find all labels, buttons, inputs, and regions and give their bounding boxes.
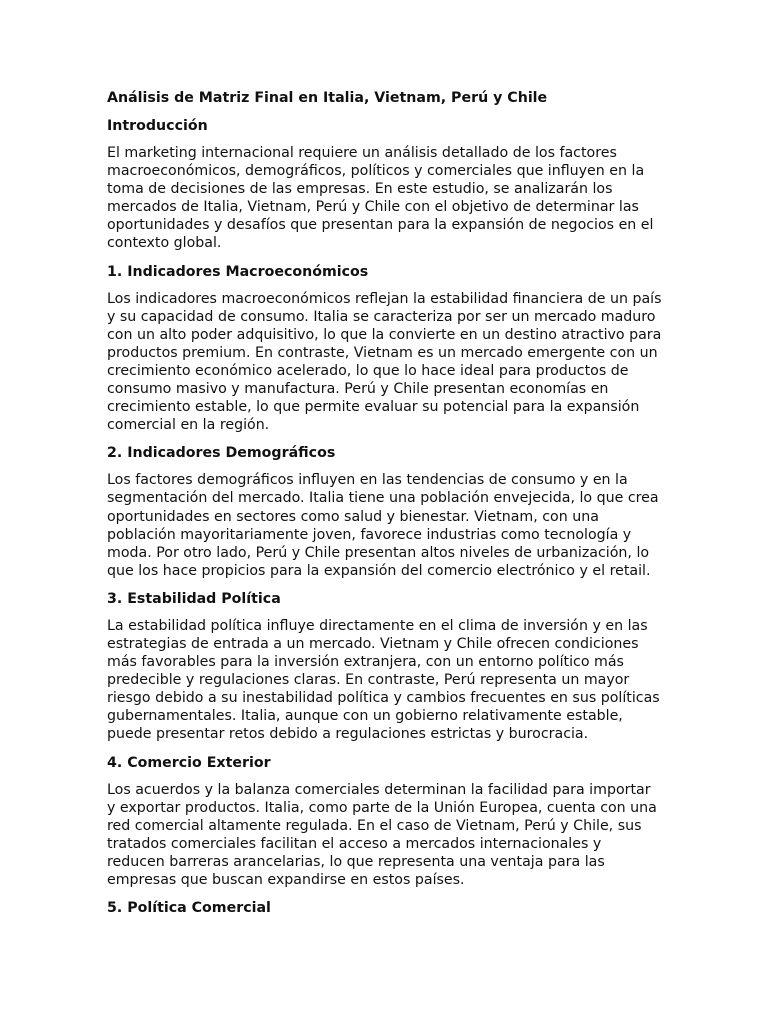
section-paragraph: Los acuerdos y la balanza comerciales determinan la facilidad para importar y exportar productos. Italia, como parte de la Unión Europea, cuenta con una red comercial altamente regulada. En el caso de Vietnam, Perú y Chile, sus tratados comerciales facilitan el acceso a mercados internacionales y reducen barreras arancelarias, lo que representa una ventaja para las empresas que buscan expandirse en estos países.: [107, 781, 657, 888]
section-estabilidad-politica: [107, 589, 663, 744]
section-paragraph: Los factores demográficos influyen en las tendencias de consumo y en la segmentación del mercado. Italia tiene una población envejecida, lo que crea oportunidades en sectores como salud y bienestar. Vietnam, con una población mayoritariamente joven, favorece industrias como tecnología y moda. Por otro lado, Perú y Chile presentan altos niveles de urbanización, lo que los hace propicios para la expansión del comercio electrónico y el retail.: [107, 472, 659, 579]
section-demograficos: [107, 443, 663, 580]
document-title: Análisis de Matriz Final en Italia, Vietnam, Perú y Chile: [107, 90, 548, 106]
document-page: [107, 88, 663, 926]
section-heading: Introducción: [107, 118, 208, 134]
section-macroeconomicos: [107, 262, 663, 435]
section-politica-comercial: [107, 898, 663, 918]
section-paragraph: Los indicadores macroeconómicos reflejan la estabilidad financiera de un país y su capacidad de consumo. Italia se caracteriza por ser un mercado maduro con un alto poder adquisitivo, lo que la convierte en un destino atractivo para productos premium. En contraste, Vietnam es un mercado emergente con un crecimiento económico acelerado, lo que lo hace ideal para productos de consumo masivo y manufactura. Perú y Chile presentan economías en crecimiento estable, lo que permite evaluar su potencial para la expansión comercial en la región.: [107, 290, 662, 434]
section-heading: 3. Estabilidad Política: [107, 590, 281, 607]
section-paragraph: El marketing internacional requiere un análisis detallado de los factores macroeconómicos, demográficos, políticos y comerciales que influyen en la toma de decisiones de las empresas. En este estudio, se analizarán los mercados de Italia, Vietnam, Perú y Chile con el objetivo de determinar las oportunidades y desafíos que presentan para la expansión de negocios en el contexto global.: [107, 145, 654, 252]
section-heading: 4. Comercio Exterior: [107, 754, 271, 771]
section-heading: 5. Política Comercial: [107, 900, 271, 917]
section-introduccion: [107, 116, 663, 253]
section-comercio-exterior: [107, 753, 663, 890]
section-paragraph: La estabilidad política influye directamente en el clima de inversión y en las estrategias de entrada a un mercado. Vietnam y Chile ofrecen condiciones más favorables para la inversión extranjera, con un entorno político más predecible y regulaciones claras. En contraste, Perú representa un mayor riesgo debido a su inestabilidad política y cambios frecuentes en sus políticas gubernamentales. Italia, aunque con un gobierno relativamente estable, puede presentar retos debido a regulaciones estrictas y burocracia.: [107, 617, 660, 743]
section-heading: 2. Indicadores Demográficos: [107, 445, 336, 462]
section-heading: 1. Indicadores Macroeconómicos: [107, 263, 369, 280]
